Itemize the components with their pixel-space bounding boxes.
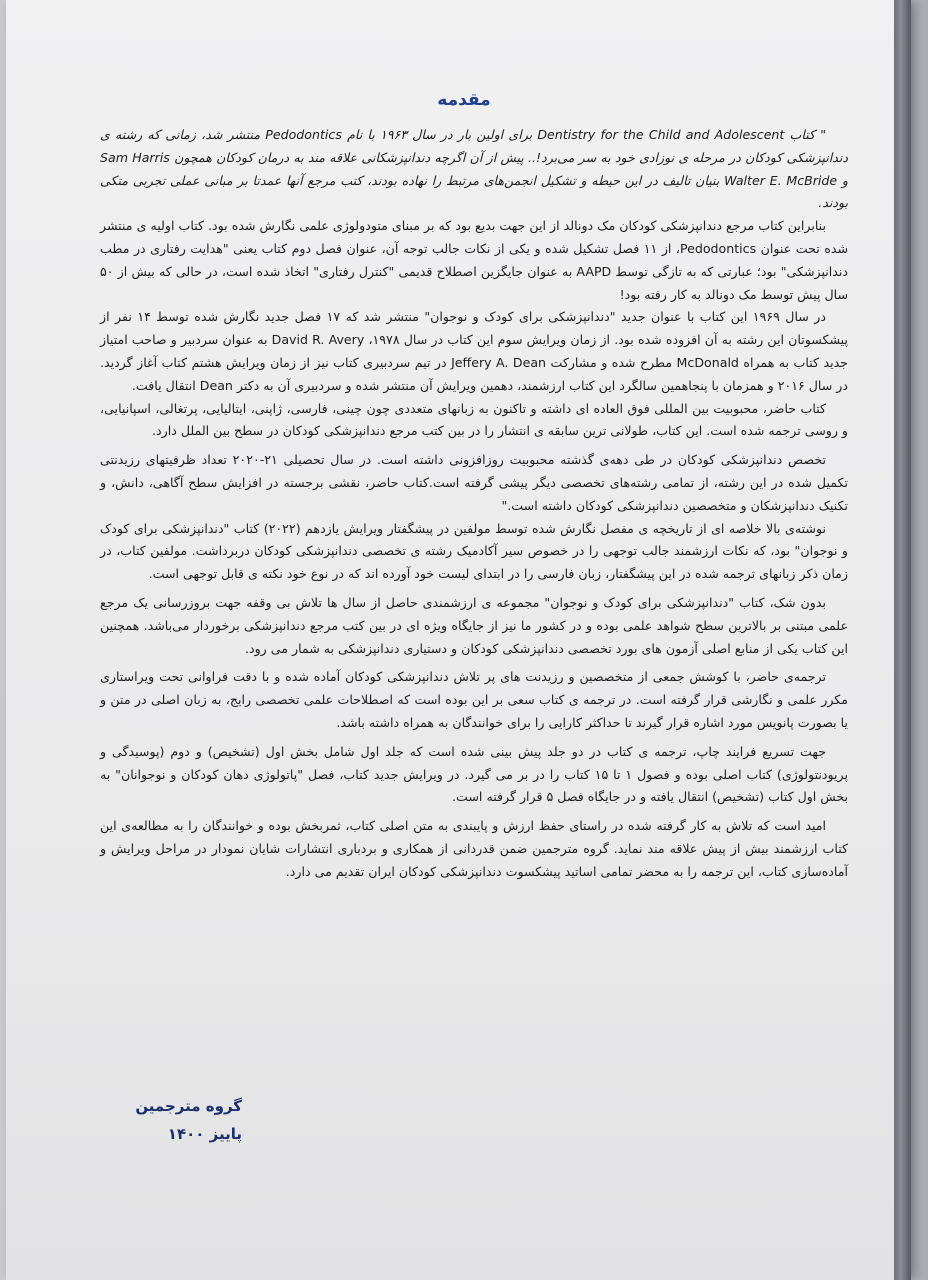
page-edge (894, 0, 911, 1280)
paragraph-6: نوشته‌ی بالا خلاصه ای از تاریخچه ی مفصل نگارش شده توسط مولفین در پیشگفتار ویرایش یازدهم (۲۰۲۲) کتاب "دندانپزشکی برای کودک و نوجوان" بود، که نکات ارزشمند جالب توجهی را در خصوص سیر آکادمیک رشته ی تخصصی دندانپزشکی کودکان دربرداشت. مولفین کتاب، در زمان ذکر زبانهای ترجمه شده در این پیشگفتار، زبان فارسی را در ابتدای لیست خود آورده اند که در نوع خود نکته ی قابل توجهی است. (100, 520, 848, 582)
page-title: مقدمه (437, 90, 491, 110)
introduction-text (100, 124, 848, 884)
paragraph-7: بدون شک، کتاب "دندانپزشکی برای کودک و نوجوان" مجموعه ی ارزشمندی حاصل از سال ها تلاش بی وقفه جهت بروزرسانی یک مرجع علمی مبتنی بر بالاترین سطح شواهد علمی بوده و در کشور ما نیز از جایگاه ویژه ای در بین کتب مرجع دندانپزشکی برخوردار می‌باشد. همچنین این کتاب یکی از منابع اصلی آزمون های بورد تخصصی دندانپزشکی کودکان و دستیاری دندانپزشکی به شمار می رود. (100, 594, 848, 656)
signature-group: گروه مترجمین (135, 1097, 242, 1115)
paragraph-8: ترجمه‌ی حاضر، با کوشش جمعی از متخصصین و رزیدنت های پر تلاش دندانپزشکی کودکان آماده شده و با دقت فراوانی تحت ویراستاری مکرر علمی و نگارشی قرار گرفته است. در ترجمه ی کتاب سعی بر این بوده است که اصطلاحات علمی تخصصی رایج، به زبان اصلی در متن و یا بصورت پانویس مورد اشاره قرار گیرند تا حداکثر کارایی را برای خوانندگان به همراه داشته باشد. (100, 669, 848, 730)
paragraph-10: امید است که تلاش به کار گرفته شده در راستای حفظ ارزش و پایبندی به متن اصلی کتاب، ثمربخش بوده و خوانندگان را به مطالعه‌ی این کتاب ارزشمند بیش از پیش علاقه مند نماید. گروه مترجمین ضمن قدردانی از همکاری و بردباری انتشارات شایان نمودار در مراحل ویرایش و آماده‌سازی کتاب، این ترجمه را به محضر تمامی اساتید پیشکسوت دندانپزشکی کودکان ایران تقدیم می دارد. (100, 818, 848, 879)
translators-signature (135, 1092, 242, 1148)
signature-date: پاییز ۱۴۰۰ (167, 1125, 242, 1143)
paragraph-1: " کتاب Dentistry for the Child and Adolescent برای اولین بار در سال ۱۹۶۳ با نام Pedodontics منتشر شد، زمانی که رشته ی دندانپزشکی کودکان در مرحله ی نوزادی خود به سر می‌برد!.. پیش از آن اگرچه دندانپزشکانی علاقه مند به درمان کودکان همچون Sam Harris و Walter E. McBride بنیان تالیف در این حیطه و تشکیل انجمن‌های مرتبط را نهاده بودند، کتب مرجع آنها عمدتا بر مبانی عملی تجربی متکی بودند. (100, 127, 848, 211)
paragraph-2: بنابراین کتاب مرجع دندانپزشکی کودکان مک دونالد از این جهت بدیع بود که بر مبنای متودولوژی علمی نگارش شده بود. کتاب اولیه ی منتشر شده تحت عنوان Pedodontics، از ۱۱ فصل تشکیل شده و یکی از نکات جالب توجه آن، عنوان فصل دوم کتاب یعنی "هدایت رفتاری در مطب دندانپزشکی" بود؛ عبارتی که به تازگی توسط AAPD به عنوان جایگزین اصطلاح قدیمی "کنترل رفتاری" اتخاذ شده است، در حالی که بیش از ۵۰ سال پیش توسط مک دونالد به کار رفته بود! (100, 218, 848, 302)
paragraph-3: در سال ۱۹۶۹ این کتاب با عنوان جدید "دندانپزشکی برای کودک و نوجوان" منتشر شد که ۱۷ فصل جدید نگارش شده توسط ۱۴ نفر از پیشکسوتان این رشته به آن افزوده شده بود. از زمان ویرایش سوم این کتاب در سال ۱۹۷۸، David R. Avery به عنوان سردبیر و صاحب امتیاز جدید کتاب به همراه McDonald مطرح شده و مشارکت Jeffery A. Dean در تیم سردبیری کتاب نیز از زمان ویرایش هشتم کتاب آغاز گردید. در سال ۲۰۱۶ و همزمان با پنجاهمین سالگرد این کتاب ارزشمند، دهمین ویرایش آن منتشر شده و سردبیری آن به دکتر Dean انتقال یافت. (100, 309, 848, 393)
paragraph-9: جهت تسریع فرایند چاپ، ترجمه ی کتاب در دو جلد پیش بینی شده است که جلد اول شامل بخش اول (تشخیص) و دوم (پوسیدگی و پریودنتولوژی) کتاب اصلی بوده و فصول ۱ تا ۱۵ کتاب را در بر می گیرد. در ویرایش جدید کتاب، فصل "پاتولوژی دهان کودکان و نوجوانان" به بخش اول کتاب (تشخیص) انتقال یافته و در جایگاه فصل ۵ قرار گرفته است. (100, 743, 849, 805)
paragraph-4: کتاب حاضر، محبوبیت بین المللی فوق العاده ای داشته و تاکنون به زبانهای متعددی چون چینی، فارسی، ژاپنی، ایتالیایی، پرتغالی، اسپانیایی، و روسی ترجمه شده است. این کتاب، طولانی ترین سابقه ی انتشار را در بین کتب مرجع دندانپزشکی کودکان در سطح بین الملل دارد. (100, 400, 848, 439)
paragraph-5: تخصص دندانپزشکی کودکان در طی دهه‌ی گذشته محبوبیت روزافزونی داشته است. در سال تحصیلی ۲۱-۲۰۲۰ تعداد ظرفیتهای رزیدنتی تکمیل شده در این رشته، از تمامی رشته‌های تخصصی دیگر پیشی گرفته است.کتاب حاضر، نقشی برجسته در افزایش سطح آگاهی، دانش، و تکنیک دندانپزشکان و متخصصین دندانپزشکی کودکان داشته است." (100, 452, 848, 513)
